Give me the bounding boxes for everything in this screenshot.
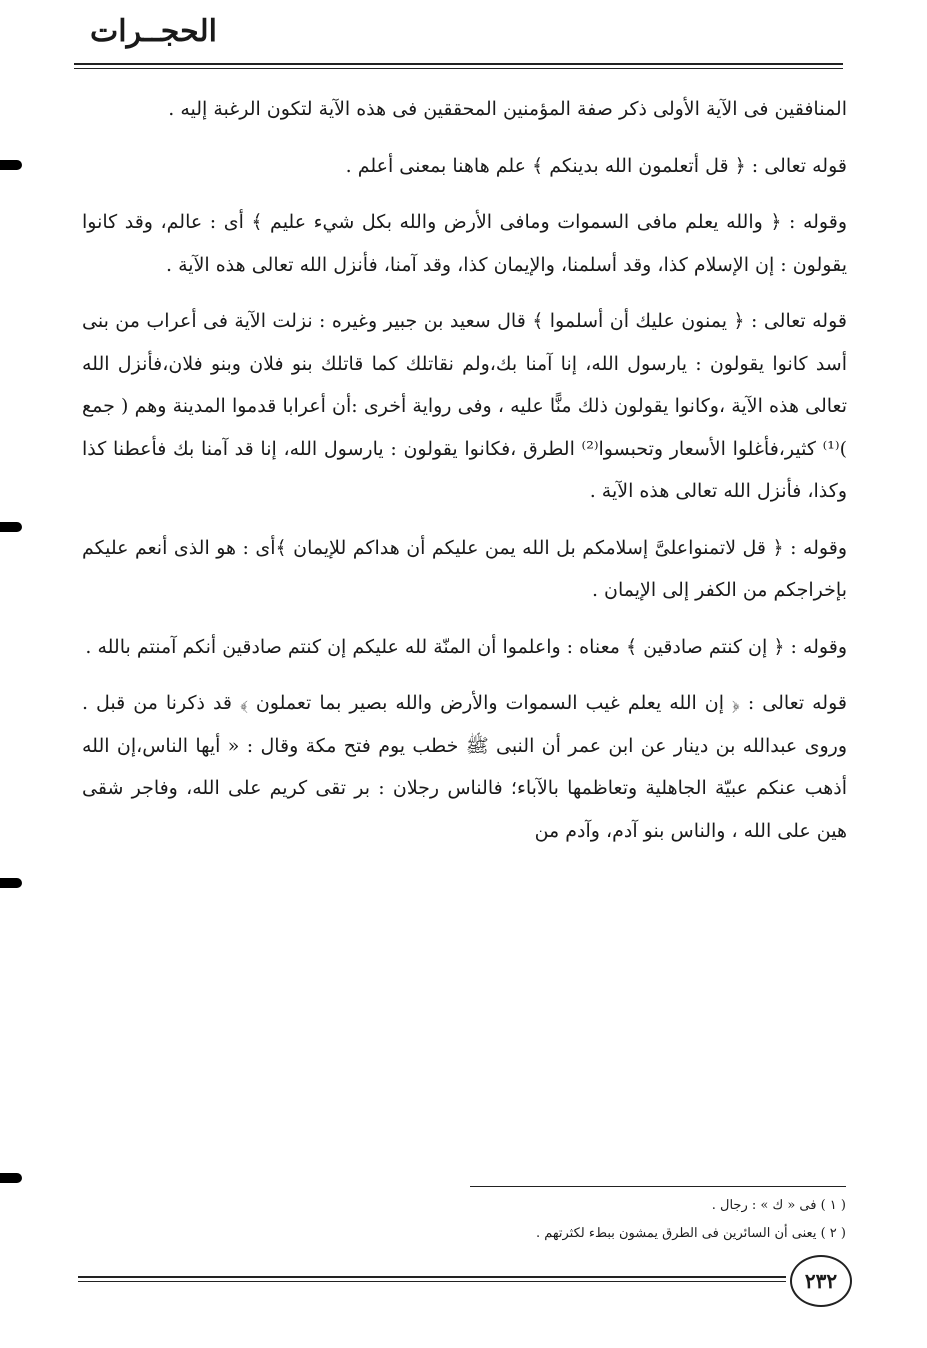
margin-tick — [0, 1173, 22, 1183]
page-number: ٢٣٢ — [790, 1255, 852, 1307]
footnote-rule — [470, 1186, 846, 1187]
paragraph: وقوله : ﴿ إن كنتم صادقين ﴾ معناه : واعلموا أن المنّة لله عليكم إن كنتم صادقين أنكم آمنتم بالله . — [85, 635, 847, 658]
margin-tick — [0, 878, 22, 888]
running-title: الحجــرات — [90, 14, 217, 49]
body-text — [82, 88, 847, 866]
footer-rule-thin — [78, 1281, 786, 1282]
footer-rule — [78, 1276, 786, 1278]
paragraph: المنافقين فى الآية الأولى ذكر صفة المؤمنين المحققين فى هذه الآية لتكون الرغبة إليه . — [168, 98, 847, 120]
paragraph: قوله تعالى : ﴿ إن الله يعلم غيب السموات والأرض والله بصير بما تعملون ﴾ قد ذكرنا من قبل . وروى عبدالله بن دينار عن ابن عمر أن النبى ﷺ خطب يوم فتح مكة وقال : « أيها الناس،إن الله أذهب عنكم عبيّة الجاهلية وتعاظمها بالآباء؛ فالناس رجلان : بر تقى كريم على الله، وفاجر شقى هين على الله ، والناس بنو آدم، وآدم من — [82, 692, 847, 842]
header-rule-thin — [74, 68, 843, 69]
paragraph: قوله تعالى : ﴿ يمنون عليك أن أسلموا ﴾ قال سعيد بن جبير وغيره : نزلت الآية فى أعراب من بنى أسد كانوا يقولون : يارسول الله، إنا آمنا بك،ولم نقاتلك كما قاتلك بنو فلان وبنو فلان،فأنزل الله تعالى هذه الآية ،وكانوا يقولون ذلك منًّا عليه ، وفى رواية أخرى :أن أعرابا قدموا المدينة وهم ( جمع )⁽¹⁾ كثير،فأغلوا الأسعار وتحبسوا⁽²⁾ الطرق ،فكانوا يقولون : يارسول الله، إنا قد آمنا بك فأعطنا كذا وكذا، فأنزل الله تعالى هذه الآية . — [82, 310, 847, 502]
margin-tick — [0, 522, 22, 532]
paragraph: قوله تعالى : ﴿ قل أتعلمون الله بدينكم ﴾ علم هاهنا بمعنى أعلم . — [345, 154, 847, 177]
footnote: ( ١ ) فى « ك » : رجال . — [711, 1198, 846, 1213]
header-rule — [74, 63, 843, 65]
footnote: ( ٢ ) يعنى أن السائرين فى الطرق يمشون ببطء لكثرتهم . — [535, 1226, 846, 1241]
footnotes — [400, 1192, 846, 1248]
paragraph: وقوله : ﴿ والله يعلم مافى السموات ومافى الأرض والله بكل شيء عليم ﴾ أى : عالم، وقد كانوا يقولون : إن الإسلام كذا، وقد أسلمنا، والإيمان كذا، وقد آمنا، فأنزل الله تعالى هذه الآية . — [82, 211, 847, 276]
paragraph: وقوله : ﴿ قل لاتمنواعلىَّ إسلامكم بل الله يمن عليكم أن هداكم للإيمان ﴾أى : هو الذى أنعم عليكم بإخراجكم من الكفر إلى الإيمان . — [82, 536, 847, 601]
margin-tick — [0, 160, 22, 170]
